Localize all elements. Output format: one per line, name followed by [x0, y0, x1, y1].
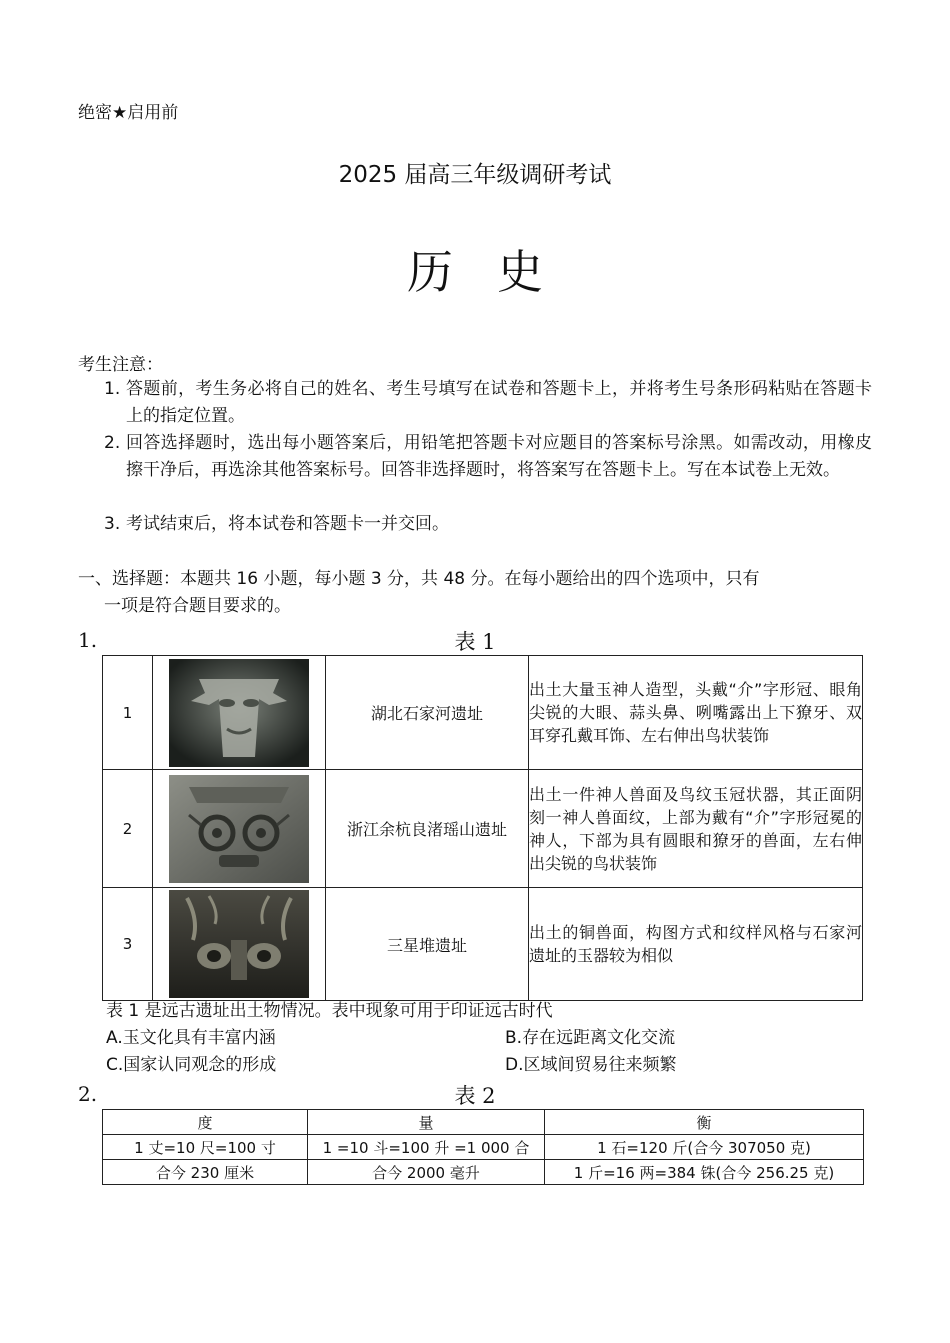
table-row — [103, 770, 863, 888]
table-2-caption: 表 2 — [454, 1084, 496, 1108]
confidential-label: 绝密★启用前 — [78, 103, 179, 123]
table-1-caption: 表 1 — [454, 630, 496, 654]
table-cell: 合今 230 厘米 — [103, 1160, 308, 1185]
site-name: 浙江余杭良渚瑶山遗址 — [326, 770, 529, 888]
bronze-beast-face-photo — [169, 890, 309, 998]
table-1 — [102, 655, 863, 1001]
table-header-row — [103, 1110, 864, 1135]
site-name: 湖北石家河遗址 — [326, 656, 529, 770]
notice-item — [104, 430, 872, 484]
artifact-description: 出土大量玉神人造型，头戴“介”字形冠、眼角尖锐的大眼、蒜头鼻、咧嘴露出上下獠牙、双耳穿孔戴耳饰、左右伸出鸟状装饰 — [529, 656, 863, 770]
table-2 — [102, 1109, 864, 1185]
artifact-description: 出土一件神人兽面及鸟纹玉冠状器，其正面阴刻一神人兽面纹，上部为戴有“介”字形冠冕的神人，下部为具有圆眼和獠牙的兽面，左右伸出尖锐的鸟状装饰 — [529, 770, 863, 888]
option-a[interactable]: A.玉文化具有丰富内涵 — [106, 1028, 276, 1048]
option-d[interactable]: D.区域间贸易往来频繁 — [505, 1055, 677, 1075]
table-row — [103, 1160, 864, 1185]
column-header: 度 — [103, 1110, 308, 1135]
notice-item — [104, 376, 872, 430]
notice-item-text: 考试结束后，将本试卷和答题卡一并交回。 — [126, 514, 449, 534]
option-c[interactable]: C.国家认同观念的形成 — [106, 1055, 277, 1075]
row-index: 2 — [103, 770, 153, 888]
artifact-image-cell — [153, 770, 326, 888]
row-index: 3 — [103, 888, 153, 1001]
notice-item — [104, 511, 872, 538]
notice-item-number: 3. — [104, 514, 121, 534]
option-b[interactable]: B.存在远距离文化交流 — [505, 1028, 676, 1048]
question-1-stem: 表 1 是远古遗址出土物情况。表中现象可用于印证远古时代 — [106, 1001, 553, 1021]
table-cell: 合今 2000 毫升 — [308, 1160, 545, 1185]
exam-title: 2025 届高三年级调研考试 — [338, 162, 612, 188]
notice-heading: 考生注意： — [78, 355, 163, 375]
notice-item-text: 答题前，考生务必将自己的姓名、考生号填写在试卷和答题卡上，并将考生号条形码粘贴在答题卡上的指定位置。 — [126, 379, 872, 426]
table-cell: 1 斤=16 两=384 铢(合今 256.25 克) — [545, 1160, 864, 1185]
table-cell: 1 石=120 斤(合今 307050 克) — [545, 1135, 864, 1160]
artifact-image-cell — [153, 656, 326, 770]
notice-item-text: 回答选择题时，选出每小题答案后，用铅笔把答题卡对应题目的答案标号涂黑。如需改动，用橡皮擦干净后，再选涂其他答案标号。回答非选择题时，将答案写在答题卡上。写在本试卷上无效。 — [126, 433, 872, 480]
section-heading-line2: 一项是符合题目要求的。 — [104, 596, 291, 616]
table-row — [103, 656, 863, 770]
section-heading-line1: 一、选择题：本题共 16 小题，每小题 3 分，共 48 分。在每小题给出的四个选项中，只有 — [78, 569, 760, 589]
table-row — [103, 1135, 864, 1160]
question-2-number: 2. — [78, 1082, 98, 1106]
jade-crown-beast-face-photo — [169, 775, 309, 883]
column-header: 衡 — [545, 1110, 864, 1135]
subject-title: 历史 — [407, 245, 587, 299]
notice-item-number: 2. — [104, 433, 121, 453]
artifact-image-cell — [153, 888, 326, 1001]
column-header: 量 — [308, 1110, 545, 1135]
table-row — [103, 888, 863, 1001]
notice-item-number: 1. — [104, 379, 121, 399]
jade-mask-photo — [169, 659, 309, 767]
row-index: 1 — [103, 656, 153, 770]
table-cell: 1 丈=10 尺=100 寸 — [103, 1135, 308, 1160]
site-name: 三星堆遗址 — [326, 888, 529, 1001]
section-heading — [78, 566, 876, 620]
artifact-description: 出土的铜兽面，构图方式和纹样风格与石家河遗址的玉器较为相似 — [529, 888, 863, 1001]
table-cell: 1 =10 斗=100 升 =1 000 合 — [308, 1135, 545, 1160]
question-1-number: 1. — [78, 628, 98, 652]
